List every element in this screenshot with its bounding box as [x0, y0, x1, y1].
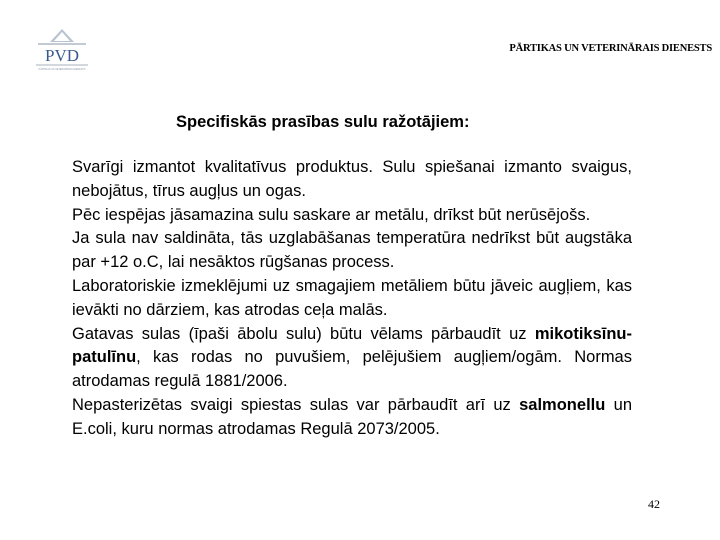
logo-text: PVD — [44, 46, 80, 65]
slide-body — [72, 156, 632, 442]
slide-title: Specifiskās prasības sulu ražotājiem: — [176, 113, 470, 131]
pvd-logo-mark — [30, 28, 94, 74]
paragraph-heavy-metals: Laboratoriskie izmeklējumi uz smagajiem metāliem būtu jāveic augļiem, kas ievākti no dārziem, kas atrodas ceļa malās. — [72, 276, 632, 319]
patulin-text-start: Gatavas sulas (īpaši ābolu sulu) būtu vēlams pārbaudīt uz — [72, 324, 535, 343]
organization-name: PĀRTIKAS UN VETERINĀRAIS DIENESTS — [509, 43, 712, 54]
paragraph-salmonella — [72, 394, 632, 442]
patulin-emphasis: mikotiksīnu- patulīnu — [72, 324, 632, 367]
paragraph-storage-temperature: Ja sula nav saldināta, tās uzglabāšanas temperatūra nedrīkst būt augstāka par +12 o.C, lai nesāktos rūgšanas process. — [72, 229, 632, 272]
paragraph-metal-contact: Pēc iespējas jāsamazina sulu saskare ar metālu, drīkst būt nerūsējošs. — [72, 205, 591, 224]
paragraph-patulin — [72, 323, 632, 394]
paragraph-quality: Svarīgi izmantot kvalitatīvus produktus. Sulu spiešanai izmanto svaigus, nebojātus, tīrus augļus un ogas. — [72, 158, 632, 200]
salmonella-emphasis: salmonellu — [519, 395, 606, 414]
logo-subtext: PĀRTIKAS UN VETERINĀRAIS DIENESTS — [38, 68, 86, 71]
patulin-text-end: , kas rodas no puvušiem, pelējušiem augļiem/ogām. Normas atrodamas regulā 1881/2006. — [72, 348, 632, 391]
salmonella-text-end: un E.coli, kuru normas atrodamas Regulā 2073/2005. — [72, 395, 632, 438]
salmonella-text-start: Nepasterizētas svaigi spiestas sulas var pārbaudīt arī uz — [72, 395, 520, 414]
page-number: 42 — [648, 497, 660, 511]
pvd-logo — [30, 28, 94, 74]
